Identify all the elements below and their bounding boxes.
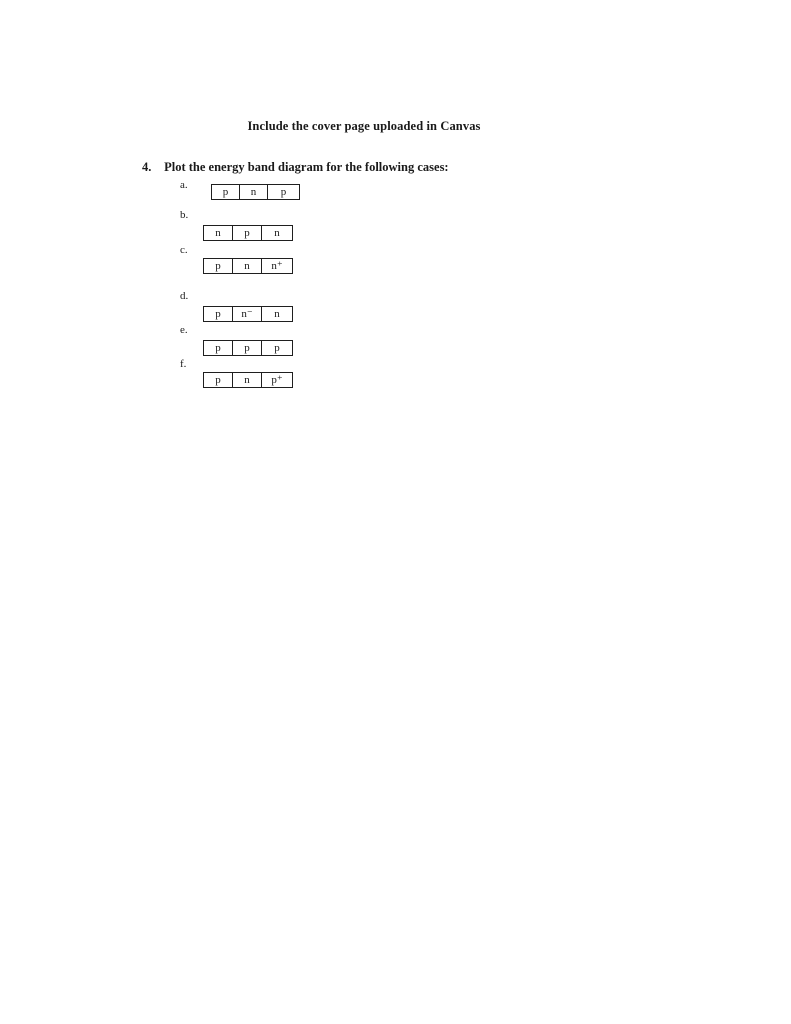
case-b-device (203, 225, 293, 241)
case-e-device (203, 340, 293, 356)
case-d-device (203, 306, 293, 322)
case-c-layer-2: n (233, 259, 262, 273)
case-c-label: c. (180, 244, 188, 256)
case-b-layer-3: n (274, 227, 280, 239)
case-a-layer-2: n (240, 185, 268, 199)
case-b-label: b. (180, 209, 189, 221)
header-note: Include the cover page uploaded in Canvas (247, 119, 481, 133)
case-c-device (203, 258, 293, 274)
case-b-layer-2: p (233, 226, 262, 240)
case-d-layer-2: n⁻ (233, 307, 262, 321)
case-d-layer-3: n (274, 308, 280, 320)
case-b-layer-1: n (204, 226, 233, 240)
case-e-label: e. (180, 324, 188, 336)
case-f-label: f. (180, 358, 187, 370)
case-f-layer-3: p⁺ (271, 374, 283, 386)
case-d-label: d. (180, 290, 189, 302)
question-number: 4. (142, 160, 152, 174)
case-a-layer-1: p (212, 185, 240, 199)
case-d-layer-1: p (204, 307, 233, 321)
case-a-device (211, 184, 300, 200)
case-e-layer-2: p (233, 341, 262, 355)
question-text: Plot the energy band diagram for the following cases: (164, 160, 449, 174)
case-c-layer-3: n⁺ (271, 260, 283, 272)
case-e-layer-3: p (274, 342, 280, 354)
case-c-layer-1: p (204, 259, 233, 273)
case-e-layer-1: p (204, 341, 233, 355)
case-f-layer-1: p (204, 373, 233, 387)
case-f-device (203, 372, 293, 388)
case-a-layer-3: p (280, 186, 287, 198)
case-a-label: a. (180, 179, 188, 191)
question-4 (142, 160, 449, 175)
case-f-layer-2: n (233, 373, 262, 387)
